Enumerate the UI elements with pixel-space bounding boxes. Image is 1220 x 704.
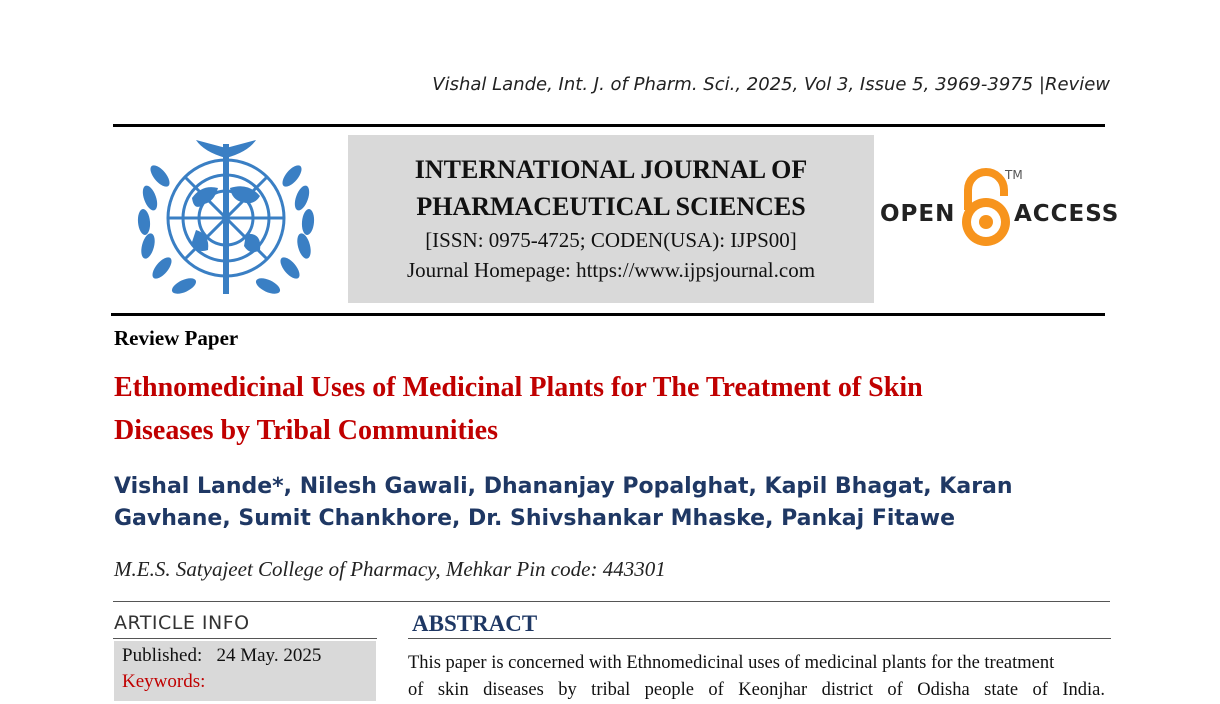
running-header-citation: Vishal Lande, Int. J. of Pharm. Sci., 2025, Vol 3, Issue 5, 3969-3975 |Review <box>432 74 1110 95</box>
journal-name-line2: PHARMACEUTICAL SCIENCES <box>416 192 806 221</box>
authors-line1: Vishal Lande*, Nilesh Gawali, Dhananjay Popalghat, Kapil Bhagat, Karan <box>114 474 1013 499</box>
article-info-heading: ARTICLE INFO <box>114 612 250 634</box>
keywords-label: Keywords: <box>122 671 206 692</box>
article-title <box>114 366 1104 452</box>
journal-emblem-logo <box>126 138 326 306</box>
abstract-body <box>408 650 1105 704</box>
article-title-line1: Ethnomedicinal Uses of Medicinal Plants for The Treatment of Skin <box>114 372 923 403</box>
author-affiliation: M.E.S. Satyajeet College of Pharmacy, Mehkar Pin code: 443301 <box>114 557 666 581</box>
open-access-trademark: TM <box>1005 168 1023 182</box>
affiliation-divider <box>113 601 1110 602</box>
journal-homepage: Journal Homepage: https://www.ijpsjournal.com <box>406 258 816 282</box>
article-authors <box>114 471 1114 535</box>
journal-issn: [ISSN: 0975-4725; CODEN(USA): IJPS00] <box>425 228 797 252</box>
article-info-underline <box>113 638 377 639</box>
open-access-open-label: OPEN <box>880 201 956 227</box>
open-access-access-label: ACCESS <box>1014 201 1120 227</box>
abstract-line1: This paper is concerned with Ethnomedicinal uses of medicinal plants for the treatment <box>408 653 1055 673</box>
published-date: Published: 24 May. 2025 <box>122 645 322 666</box>
authors-line2: Gavhane, Sumit Chankhore, Dr. Shivshankar Mhaske, Pankaj Fitawe <box>114 506 956 531</box>
abstract-line2: of skin diseases by tribal people of Keonjhar district of Odisha state of India. <box>408 680 1105 700</box>
journal-title-box <box>348 135 874 303</box>
article-title-line2: Diseases by Tribal Communities <box>114 415 498 446</box>
abstract-underline <box>408 638 1111 639</box>
top-rule <box>113 124 1105 127</box>
journal-name-line1: INTERNATIONAL JOURNAL OF <box>414 155 808 184</box>
abstract-heading: ABSTRACT <box>412 611 538 636</box>
article-type-label: Review Paper <box>114 326 239 350</box>
masthead-bottom-rule <box>111 313 1105 316</box>
article-info-box <box>114 641 376 701</box>
open-access-logo <box>880 166 1120 250</box>
